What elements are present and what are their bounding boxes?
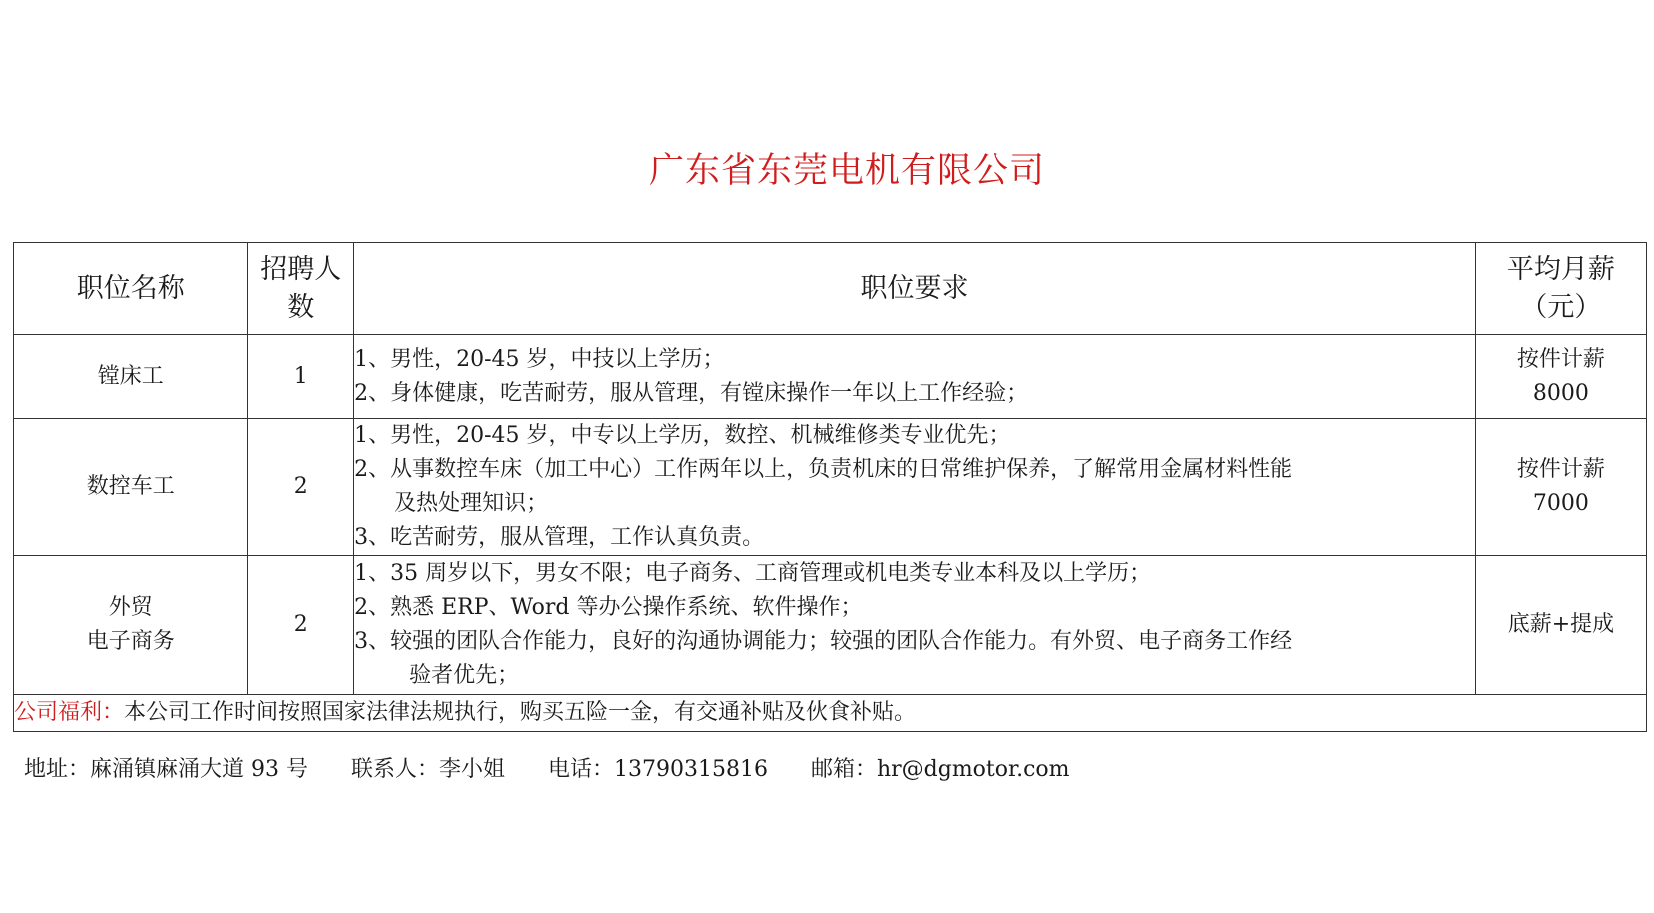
contact-footer xyxy=(24,752,1106,783)
header-requirements: 职位要求 xyxy=(354,243,1476,335)
table-row xyxy=(14,335,1647,419)
job-requirements xyxy=(354,335,1476,419)
address: 地址：麻涌镇麻涌大道 93 号 xyxy=(24,757,308,782)
requirement-line: 验者优先； xyxy=(409,663,520,688)
job-requirements xyxy=(354,556,1476,695)
header-position: 职位名称 xyxy=(14,243,248,335)
requirement-line: 1、男性，20-45 岁，中技以上学历； xyxy=(354,346,725,372)
header-salary-line1: 平均月薪 xyxy=(1506,253,1615,285)
benefits-row xyxy=(14,695,1647,732)
job-name: 数控车工 xyxy=(14,419,248,556)
job-salary xyxy=(1475,335,1646,419)
header-salary xyxy=(1475,243,1646,335)
job-salary: 底薪+提成 xyxy=(1475,556,1646,695)
benefits-cell xyxy=(14,695,1647,732)
requirement-line: 3、吃苦耐劳，服从管理，工作认真负责。 xyxy=(354,525,765,550)
email: 邮箱：hr@dgmotor.com xyxy=(810,757,1070,782)
job-count: 2 xyxy=(248,556,354,695)
table-header-row xyxy=(14,243,1647,335)
requirement-line: 1、男性，20-45 岁，中专以上学历，数控、机械维修类专业优先； xyxy=(354,423,1011,448)
requirement-line: 2、熟悉 ERP、Word 等办公操作系统、软件操作； xyxy=(354,595,863,620)
requirement-line: 2、从事数控车床（加工中心）工作两年以上，负责机床的日常维护保养，了解常用金属材料性能 xyxy=(354,457,1293,482)
salary-line2: 7000 xyxy=(1532,491,1589,516)
job-name xyxy=(14,556,248,695)
requirement-line: 及热处理知识； xyxy=(394,491,549,516)
job-count: 2 xyxy=(248,419,354,556)
salary-line1: 按件计薪 xyxy=(1516,457,1605,482)
table-row xyxy=(14,556,1647,695)
job-name-line2: 电子商务 xyxy=(86,629,175,654)
job-count: 1 xyxy=(248,335,354,419)
requirement-line: 1、35 周岁以下，男女不限；电子商务、工商管理或机电类专业本科及以上学历； xyxy=(354,561,1152,586)
contact-person: 联系人：李小姐 xyxy=(350,757,505,782)
table-row xyxy=(14,419,1647,556)
job-name-line1: 外贸 xyxy=(108,595,153,620)
requirement-line: 2、身体健康，吃苦耐劳，服从管理，有镗床操作一年以上工作经验； xyxy=(354,380,1029,406)
job-name: 镗床工 xyxy=(14,335,248,419)
benefits-text: 本公司工作时间按照国家法律法规执行，购买五险一金，有交通补贴及伙食补贴。 xyxy=(124,700,917,725)
job-salary xyxy=(1475,419,1646,556)
job-requirements xyxy=(354,419,1476,556)
header-salary-line2: （元） xyxy=(1520,291,1602,323)
job-table xyxy=(13,242,1647,732)
phone: 电话：13790315816 xyxy=(548,757,768,782)
header-count: 招聘人数 xyxy=(248,243,354,335)
company-title: 广东省东莞电机有限公司 xyxy=(648,151,1045,191)
benefits-label: 公司福利： xyxy=(14,700,125,725)
requirement-line: 3、较强的团队合作能力，良好的沟通协调能力；较强的团队合作能力。有外贸、电子商务工作经 xyxy=(354,629,1293,654)
salary-line1: 按件计薪 xyxy=(1516,346,1605,372)
salary-line2: 8000 xyxy=(1532,380,1589,406)
